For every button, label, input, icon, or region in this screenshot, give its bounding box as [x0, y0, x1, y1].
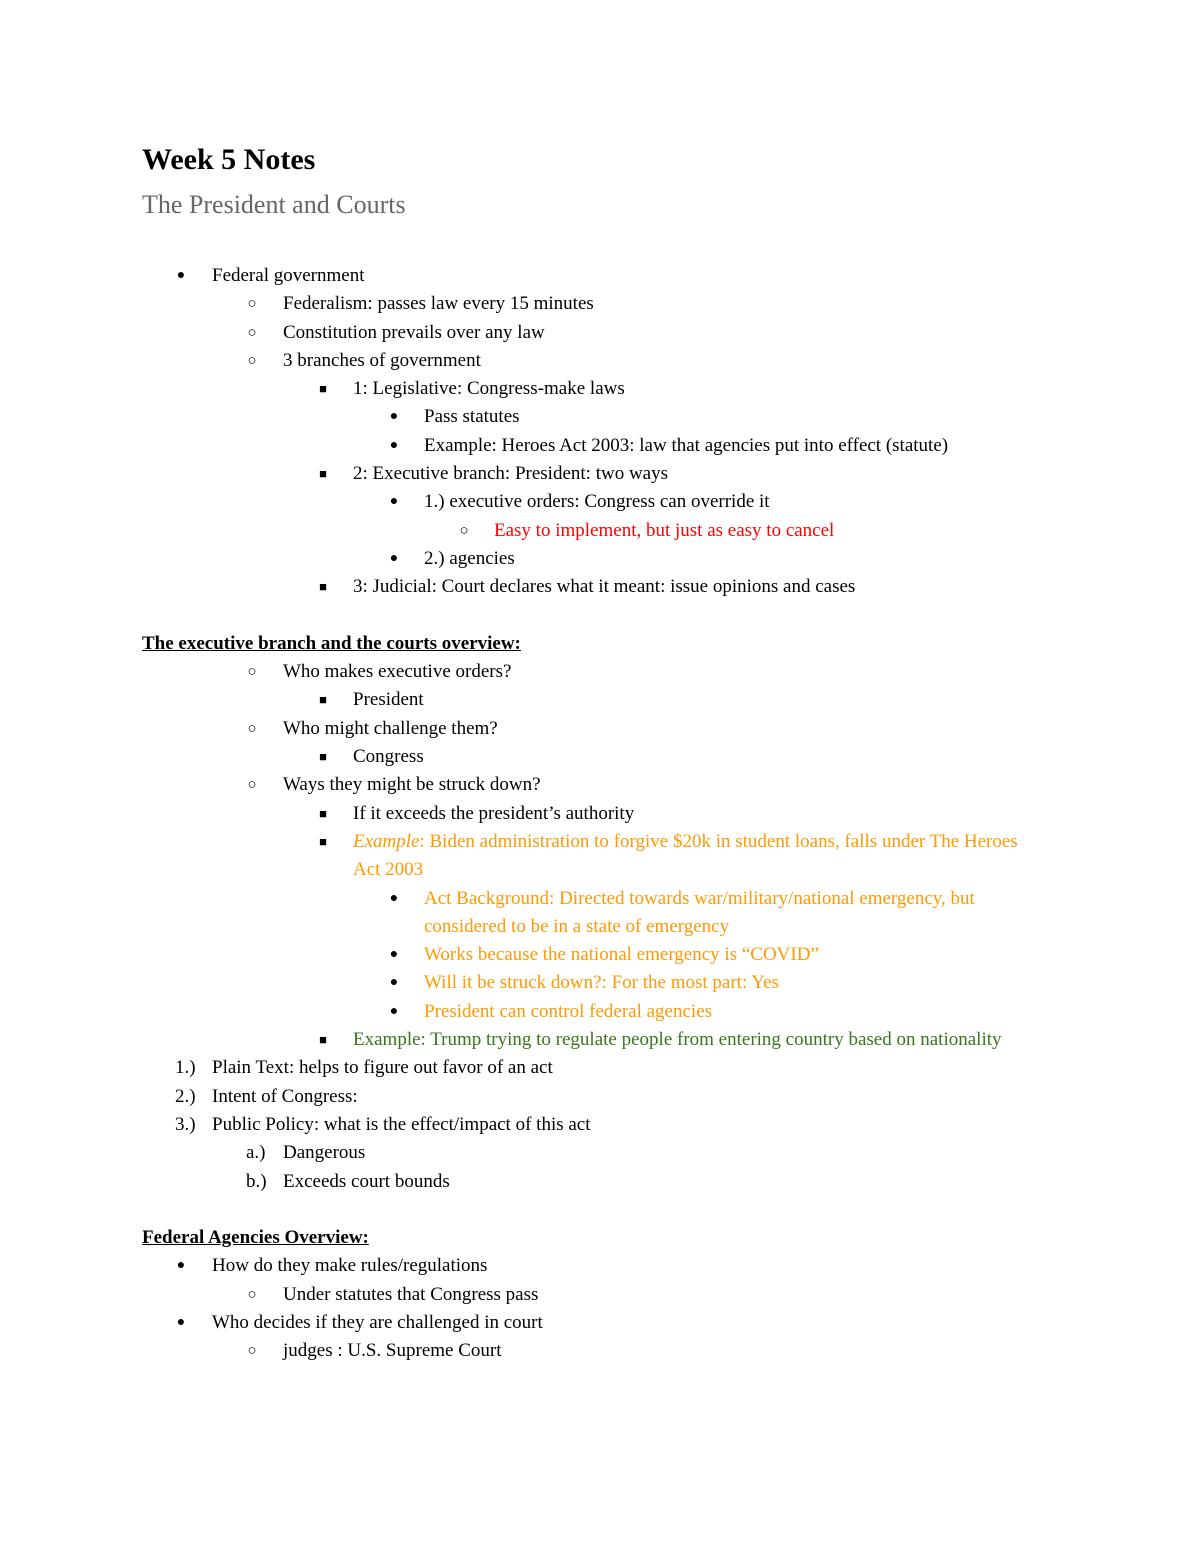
list-item: ○ 3 branches of government [142, 347, 1082, 375]
list-item: ● 1.) executive orders: Congress can override it [142, 488, 1082, 516]
bullet-disc-icon: ● [389, 975, 399, 991]
list-item: ● Example: Heroes Act 2003: law that agencies put into effect (statute) [142, 432, 1082, 460]
bullet-disc-icon: ● [176, 1314, 186, 1330]
numbered-item: 1.) Plain Text: helps to figure out favor of an act [175, 1057, 553, 1079]
bullet-circle-icon: ○ [247, 720, 257, 737]
list-item: ■ 1: Legislative: Congress-make laws [142, 375, 1082, 403]
list-item: ○ Who makes executive orders? [142, 658, 1082, 686]
list-item: ● President can control federal agencies [142, 998, 1082, 1026]
list-item: ● Pass statutes [142, 403, 1082, 431]
section-heading: Federal Agencies Overview: [142, 1227, 369, 1249]
bullet-circle-icon: ○ [459, 522, 469, 539]
bullet-disc-icon: ● [389, 890, 399, 906]
list-item: ○ Who might challenge them? [142, 715, 1082, 743]
list-item: ■ If it exceeds the president’s authority [142, 800, 1082, 828]
bullet-square-icon: ■ [319, 579, 327, 595]
list-item: ● Federal government [142, 262, 1082, 290]
bullet-square-icon: ■ [319, 466, 327, 482]
list-item: ● Works because the national emergency is “COVID” [142, 941, 1082, 969]
bullet-disc-icon: ● [389, 437, 399, 453]
list-item: ■ Example: Trump trying to regulate people from entering country based on nationality [142, 1026, 1082, 1054]
bullet-circle-icon: ○ [247, 1343, 257, 1360]
section-federal-agencies [142, 1224, 1082, 1365]
list-item: ■ Congress [142, 743, 1082, 771]
bullet-circle-icon: ○ [247, 777, 257, 794]
bullet-disc-icon: ● [389, 947, 399, 963]
bullet-circle-icon: ○ [247, 324, 257, 341]
list-item: ● Act Background: Directed towards war/military/national emergency, but considered to be in a state of emergency [142, 885, 1082, 942]
bullet-square-icon: ■ [319, 749, 327, 765]
list-item: ● 2.) agencies [142, 545, 1082, 573]
list-item: ● How do they make rules/regulations [142, 1252, 1082, 1280]
numbered-item: 2.) Intent of Congress: [175, 1085, 358, 1107]
list-item: ■ 3: Judicial: Court declares what it meant: issue opinions and cases [142, 573, 1082, 601]
lettered-item: a.) Dangerous [246, 1142, 366, 1164]
example-label: Example [353, 830, 420, 852]
list-item: ● Who decides if they are challenged in court [142, 1309, 1082, 1337]
section-executive-courts [142, 630, 1082, 1196]
bullet-disc-icon: ● [389, 409, 399, 425]
bullet-square-icon: ■ [319, 381, 327, 397]
document-title: Week 5 Notes [142, 143, 316, 176]
bullet-disc-icon: ● [389, 1003, 399, 1019]
bullet-disc-icon: ● [389, 494, 399, 510]
list-item: ○ judges : U.S. Supreme Court [142, 1337, 1082, 1365]
list-item: ○ Ways they might be struck down? [142, 771, 1082, 799]
bullet-square-icon: ■ [319, 692, 327, 708]
document-body [142, 140, 1082, 1366]
list-item: ○ Easy to implement, but just as easy to cancel [142, 517, 1082, 545]
list-item: ○ Under statutes that Congress pass [142, 1281, 1082, 1309]
bullet-square-icon: ■ [319, 1032, 327, 1048]
list-item: ○ Constitution prevails over any law [142, 319, 1082, 347]
bullet-disc-icon: ● [176, 268, 186, 283]
list-item: ○ Federalism: passes law every 15 minutes [142, 290, 1082, 318]
numbered-item: 3.) Public Policy: what is the effect/impact of this act [175, 1113, 591, 1135]
bullet-square-icon: ■ [319, 805, 327, 821]
bullet-circle-icon: ○ [247, 664, 257, 681]
lettered-item: b.) Exceeds court bounds [246, 1170, 450, 1192]
list-item: ■ President [142, 686, 1082, 714]
list-item: ■ Example: Biden administration to forgive $20k in student loans, falls under The Heroes Act 2003 [142, 828, 1082, 885]
bullet-square-icon: ■ [319, 833, 327, 849]
bullet-disc-icon: ● [389, 550, 399, 566]
bullet-circle-icon: ○ [247, 296, 257, 313]
list-item: ● Will it be struck down?: For the most part: Yes [142, 969, 1082, 997]
section-heading: The executive branch and the courts overview: [142, 632, 521, 654]
bullet-circle-icon: ○ [247, 1286, 257, 1303]
document-subtitle: The President and Courts [142, 190, 406, 219]
bullet-disc-icon: ● [176, 1258, 186, 1274]
list-item: ■ 2: Executive branch: President: two ways [142, 460, 1082, 488]
bullet-circle-icon: ○ [247, 352, 257, 369]
section-government-list [142, 262, 1082, 602]
